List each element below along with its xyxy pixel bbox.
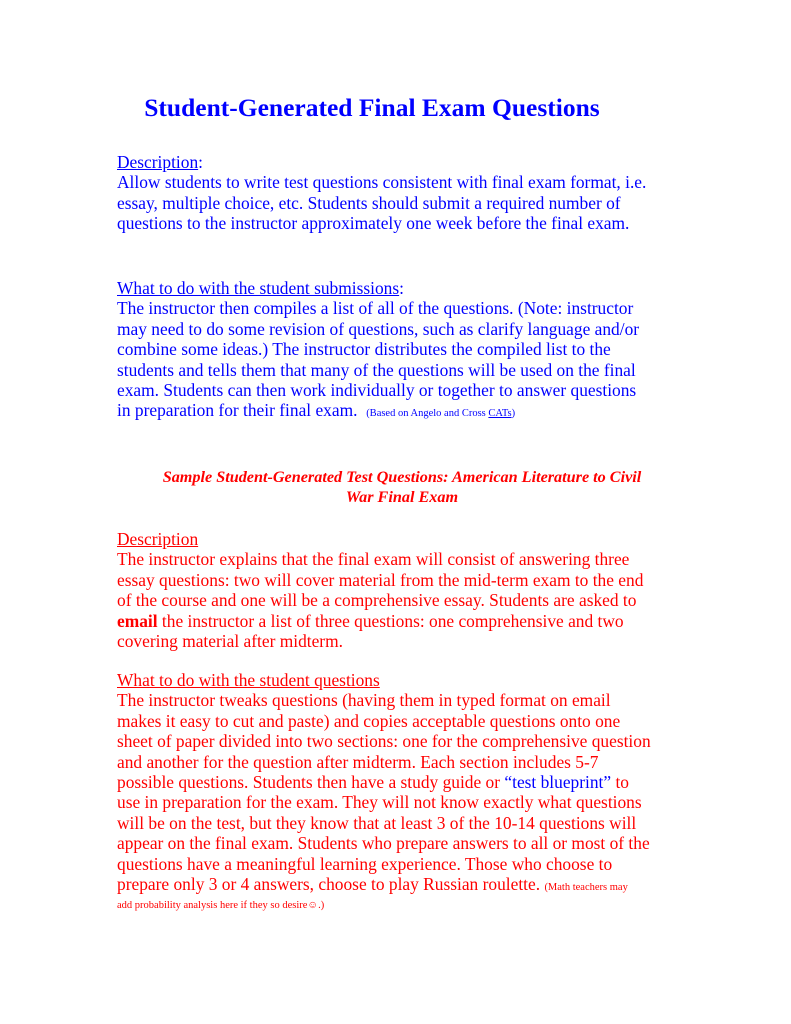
student-questions-line: sheet of paper divided into two sections: one for the comprehensive question [117, 731, 651, 752]
student-questions-line: makes it easy to cut and paste) and copies acceptable questions onto one [117, 710, 621, 731]
math-note: (Math teachers may [544, 882, 628, 894]
sample-description-heading: Description [117, 529, 199, 549]
cats-link[interactable]: CATs [488, 408, 512, 420]
student-questions-line: and another for the question after midterm. Each section includes 5-7 [117, 751, 599, 772]
description-line: questions to the instructor approximately one week before the final exam. [117, 213, 630, 234]
math-note-continued: add probability analysis here if they so desire☺.) [117, 900, 325, 912]
description-section: Description: Allow students to write test questions consistent with final exam format, i.e. essay, multiple choice, etc. Students should submit a required number of questions to the instructor approximately one week before the final exam. [117, 152, 687, 234]
student-questions-line: will be on the test, but they know that at least 3 of the 10-14 questions will [117, 812, 637, 833]
student-questions-line: The instructor tweaks questions (having them in typed format on email [117, 690, 611, 711]
submissions-line: students and tells them that many of the questions will be used on the final [117, 359, 636, 380]
student-questions-line: questions have a meaningful learning experience. Those who choose to [117, 853, 613, 874]
source-note: (Based on Angelo and Cross CATs) [366, 408, 516, 420]
test-blueprint-phrase: “test blueprint” [504, 772, 612, 793]
student-questions-section: What to do with the student questions The instructor tweaks questions (having them in typed format on email makes it easy to cut and paste) and copies acceptable questions onto one sheet of paper divided into two sections: one for the comprehensive question and another for the question after midterm. Each section includes 5-7 possible questions. Students then have a study guide or “test blueprint” to use in preparation for the exam. They will not know exactly what questions will be on the test, but they know that at least 3 of the 10-14 questions will appear on the final exam. Students who prepare answers to all or most of the questions have a meaningful learning experience. Those who choose to prepare only 3 or 4 answers, choose to play Russian roulette. (Math teachers may add probability analysis here if they so desire☺.) [117, 670, 687, 914]
email-emphasis: email [117, 610, 158, 631]
sample-description-line: covering material after midterm. [117, 631, 343, 652]
page-title: Student-Generated Final Exam Questions [144, 93, 600, 122]
sample-description-line: of the course and one will be a comprehensive essay. Students are asked to [117, 590, 637, 611]
sample-description-section: Description The instructor explains that the final exam will consist of answering three essay questions: two will cover material from the mid-term exam to the end of the course and one will be a comprehensive essay. Students are asked to email the instructor a list of three questions: one comprehensive and two covering material after midterm. [117, 529, 687, 651]
student-questions-heading: What to do with the student questions [117, 670, 380, 690]
description-line: Allow students to write test questions consistent with final exam format, i.e. [117, 172, 647, 193]
submissions-section: What to do with the student submissions: The instructor then compiles a list of all of the questions. (Note: instructor may need to do some revision of questions, such as clarify language and/or combine some ideas.) The instructor distributes the compiled list to the students and tells them that many of the questions will be used on the final exam. Students can then work individually or together to answer questions in preparation for their final exam. (Based on Angelo and Cross CATs) [117, 278, 687, 425]
student-questions-line: prepare only 3 or 4 answers, choose to play Russian roulette. [117, 874, 541, 895]
student-questions-line: use in preparation for the exam. They will not know exactly what questions [117, 792, 642, 813]
submissions-line: The instructor then compiles a list of all of the questions. (Note: instructor [117, 298, 634, 319]
description-line: essay, multiple choice, etc. Students should submit a required number of [117, 192, 621, 213]
submissions-line: in preparation for their final exam. [117, 400, 358, 421]
submissions-line: exam. Students can then work individually or together to answer questions [117, 380, 637, 401]
description-heading: Description [117, 152, 199, 172]
submissions-line: may need to do some revision of questions, such as clarify language and/or [117, 318, 640, 339]
submissions-heading: What to do with the student submissions [117, 278, 400, 298]
student-questions-line: appear on the final exam. Students who prepare answers to all or most of the [117, 833, 650, 854]
sample-heading: Sample Student-Generated Test Questions: American Literature to Civil War Final Exam [162, 468, 642, 506]
sample-description-line: The instructor explains that the final exam will consist of answering three [117, 549, 630, 570]
submissions-line: combine some ideas.) The instructor distributes the compiled list to the [117, 339, 611, 360]
sample-description-line: essay questions: two will cover material from the mid-term exam to the end [117, 569, 644, 590]
